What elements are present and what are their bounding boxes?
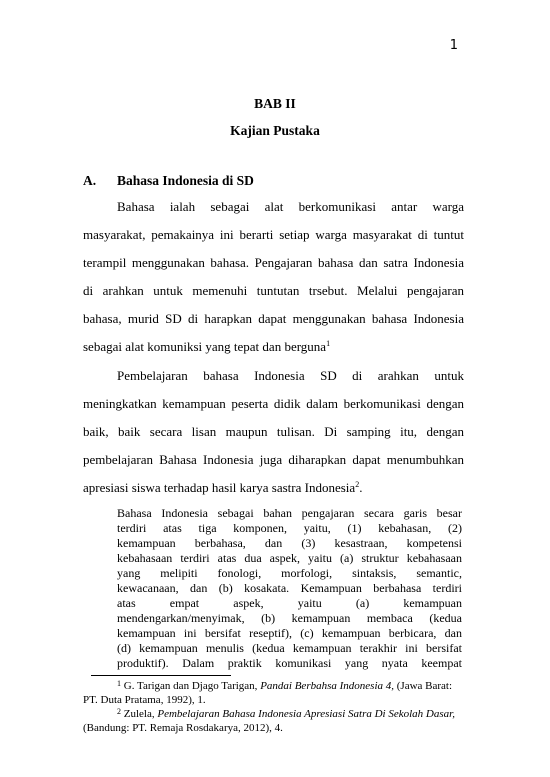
chapter-label: BAB II xyxy=(254,96,296,111)
footnote-ref: 2 xyxy=(355,480,360,489)
quote-line: kebahasaan terdiri atas dua aspek, yaitu (a) struktur kebahasaan xyxy=(117,551,462,565)
footnote-mark: 2 xyxy=(117,707,121,716)
paragraph-line: apresiasi siswa terhadap hasil karya sastra Indonesia$^2$. xyxy=(83,480,363,495)
quote-line: produktif). Dalam praktik komunikasi yang nyata keempat xyxy=(117,656,462,670)
quote-line: (d) kemampuan menulis (kedua kemampuan terakhir ini bersifat xyxy=(117,641,462,655)
footnote-2: $^2$ Zulela, Pembelajaran Bahasa Indonesia Apresiasi Satra Di Sekolah Dasar, xyxy=(117,707,455,720)
quote-line: terdiri atas tiga komponen, yaitu, (1) kebahasan, (2) xyxy=(117,521,462,535)
quote-line: Bahasa Indonesia sebagai bahan pengajaran secara garis besar xyxy=(117,506,462,520)
footnote-mark: 1 xyxy=(117,679,121,688)
paragraph-line: masyarakat, pemakainya ini berarti setiap warga masyarakat di tuntut xyxy=(83,227,464,242)
footnote-title: Pandai Berbahsa Indonesia 4, xyxy=(260,680,395,692)
chapter-title: Kajian Pustaka xyxy=(230,123,320,138)
quote-line: atas empat aspek, yaitu (a) kemampuan xyxy=(117,596,462,610)
footnote-1: $^1$ G. Tarigan dan Djago Tarigan, Pandai Berbahsa Indonesia 4, (Jawa Barat: xyxy=(117,679,453,692)
footnote-2-cont: (Bandung: PT. Remaja Rosdakarya, 2012), 4. xyxy=(83,722,283,734)
footnote-title: Pembelajaran Bahasa Indonesia Apresiasi Satra Di Sekolah Dasar, xyxy=(157,708,455,720)
footnote-ref: 1 xyxy=(326,339,331,348)
quote-line: yang melipiti fonologi, morfologi, sintaksis, semantic, xyxy=(117,566,462,580)
section-number: A. xyxy=(83,173,97,188)
quote-line: mendengarkan/menyimak, (b) kemampuan membaca (kedua xyxy=(117,611,462,625)
paragraph-line: Pembelajaran bahasa Indonesia SD di arahkan untuk xyxy=(117,368,464,383)
section-title: Bahasa Indonesia di SD xyxy=(117,173,254,188)
page-number: 1 xyxy=(449,38,458,53)
paragraph-line: meningkatkan kemampuan peserta didik dalam berkomunikasi dengan xyxy=(83,396,464,411)
section-heading xyxy=(83,173,254,189)
paragraph-line: pembelajaran Bahasa Indonesia juga diharapkan dapat menumbuhkan xyxy=(83,452,464,467)
paragraph-line: baik, baik secara lisan maupun tulisan. Di samping itu, dengan xyxy=(83,424,464,439)
paragraph-line: bahasa, murid SD di harapkan dapat menggunakan bahasa Indonesia xyxy=(83,311,464,326)
paragraph-line: Bahasa ialah sebagai alat berkomunikasi antar warga xyxy=(117,199,464,214)
paragraph-line: sebagai alat komuniksi yang tepat dan berguna$^1$ xyxy=(83,339,331,354)
paragraph-line: di arahkan untuk memenuhi tuntutan trsebut. Melalui pengajaran xyxy=(83,283,464,298)
quote-line: kemampuan berbahasa, dan (3) kesastraan, kompetensi xyxy=(117,536,462,550)
paragraph-line: terampil menggunakan bahasa. Pengajaran bahasa dan satra Indonesia xyxy=(83,255,464,270)
footnote-separator xyxy=(91,675,231,676)
footnote-1-cont: PT. Duta Pratama, 1992), 1. xyxy=(83,694,206,706)
quote-line: kemampuan ini bersifat reseptif), (c) kemampuan berbicara, dan xyxy=(117,626,462,640)
quote-line: kewacanaan, dan (b) kosakata. Kemampuan berbahasa terdiri xyxy=(117,581,462,595)
